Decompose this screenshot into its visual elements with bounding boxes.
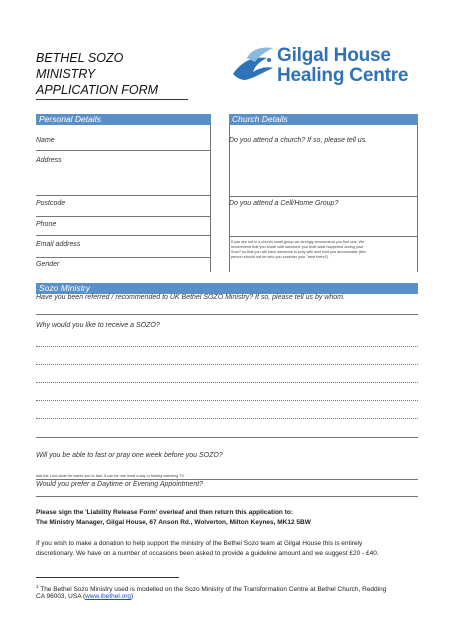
church-attend-field[interactable]: Do you attend a church? If so, please tell us. bbox=[229, 134, 418, 197]
title-line-1: BETHEL SOZO bbox=[36, 51, 124, 65]
fast-answer-line[interactable] bbox=[36, 479, 418, 480]
why-sozo-question: Why would you like to receive a SOZO? bbox=[36, 322, 160, 329]
title-line-2: MINISTRY bbox=[36, 67, 96, 81]
email-field[interactable]: Email address bbox=[36, 238, 211, 258]
footnote-line-1: The Bethel Sozo Ministry used is modelled on the Sozo Ministry of the Transformation Centre at Bethel Church, Redding bbox=[40, 586, 387, 594]
answer-line[interactable] bbox=[36, 400, 418, 401]
answer-line-end[interactable] bbox=[36, 437, 418, 438]
referred-question: Have you been referred / recommended to UK Bethel SOZO Ministry? If so, please tell us by whom. bbox=[36, 294, 345, 301]
address-field[interactable]: Address bbox=[36, 154, 211, 196]
phone-field[interactable]: Phone bbox=[36, 218, 211, 236]
note-line-2: recommend that you share with someone you trust what happened during your bbox=[231, 245, 364, 249]
donation-text-1: If you wish to make a donation to help support the ministry of the Bethel Sozo team at Gilgal House this is entirely bbox=[36, 540, 363, 547]
referred-answer-line[interactable] bbox=[36, 314, 418, 315]
personal-details-header: Personal Details bbox=[36, 114, 211, 125]
note-line-4: person should not be who you consider your "best friend"). bbox=[231, 255, 330, 259]
note-line-3: Sozo¹ so that you will have someone to pray with and hold you accountable (this bbox=[231, 250, 366, 254]
fast-note: Ask the Lord what He wants you to fast. It can be one meal a day or fasting watching TV. bbox=[36, 474, 185, 478]
donation-text-2: discretionary. We have on a number of occasions been asked to provide a guideline amount and we suggest £20 - £40. bbox=[36, 550, 379, 557]
appointment-question: Would you prefer a Daytime or Evening Appointment? bbox=[36, 481, 204, 488]
cell-group-field[interactable]: Do you attend a Cell/Home Group? bbox=[229, 197, 418, 237]
form-title bbox=[36, 50, 158, 98]
footnote-separator bbox=[36, 577, 179, 578]
answer-line[interactable] bbox=[36, 346, 418, 347]
sozo-ministry-header: Sozo Ministry bbox=[36, 283, 418, 294]
gender-field[interactable]: Gender bbox=[36, 261, 60, 268]
postcode-field[interactable]: Postcode bbox=[36, 197, 211, 217]
logo-line-2: Healing Centre bbox=[277, 65, 409, 86]
logo-line-1: Gilgal House bbox=[277, 45, 391, 66]
name-field[interactable]: Name bbox=[36, 134, 211, 151]
answer-line[interactable] bbox=[36, 418, 418, 419]
note-line-1: If you are not in a church small group we strongly recommend you find one. We bbox=[231, 240, 365, 244]
appointment-answer-line[interactable] bbox=[36, 496, 418, 497]
footnote-line-2-wrap bbox=[36, 592, 133, 602]
answer-line[interactable] bbox=[36, 382, 418, 383]
ibethel-link[interactable]: www.ibethel.org bbox=[85, 593, 132, 600]
answer-line[interactable] bbox=[36, 364, 418, 365]
footnote-line-2-end: ) bbox=[131, 593, 134, 600]
title-underline bbox=[36, 99, 188, 100]
church-details-header: Church Details bbox=[229, 114, 418, 125]
cell-group-note bbox=[231, 240, 417, 260]
logo-text bbox=[277, 46, 408, 86]
footnote-marker: 1 bbox=[36, 584, 39, 589]
return-address: The Ministry Manager, Gilgal House, 67 Anson Rd., Wolverton, Milton Keynes, MK12 5BW bbox=[36, 519, 311, 526]
footnote-line-2: CA 96003, USA ( bbox=[36, 593, 86, 600]
fast-pray-question: Will you be able to fast or pray one week before you SOZO? bbox=[36, 452, 223, 459]
return-instruction: Please sign the 'Liability Release Form' overleaf and then return this application to: bbox=[36, 509, 294, 516]
title-line-3: APPLICATION FORM bbox=[36, 83, 159, 97]
